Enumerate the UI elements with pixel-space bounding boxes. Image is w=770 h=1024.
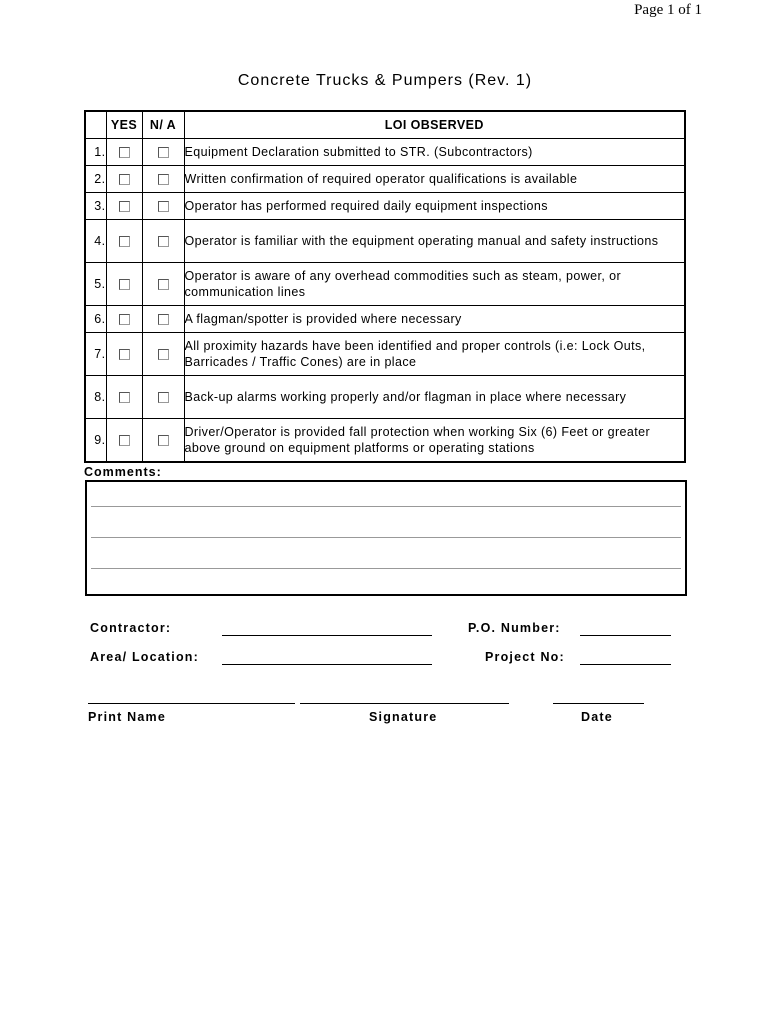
na-cell bbox=[142, 166, 184, 193]
table-row bbox=[85, 139, 685, 166]
table-row bbox=[85, 333, 685, 376]
area-location-field[interactable] bbox=[222, 664, 432, 665]
na-cell bbox=[142, 263, 184, 306]
print-name-label: Print Name bbox=[88, 710, 166, 724]
row-number: 7. bbox=[85, 333, 106, 376]
row-number: 5. bbox=[85, 263, 106, 306]
na-cell bbox=[142, 333, 184, 376]
row-number: 6. bbox=[85, 306, 106, 333]
comment-line bbox=[91, 568, 681, 569]
row-description: Equipment Declaration submitted to STR. (Subcontractors) bbox=[184, 139, 685, 166]
header-yes: YES bbox=[106, 111, 142, 139]
print-name-field[interactable] bbox=[88, 703, 295, 704]
form-title: Concrete Trucks & Pumpers (Rev. 1) bbox=[237, 72, 533, 89]
table-row bbox=[85, 419, 685, 462]
na-cell bbox=[142, 193, 184, 220]
na-cell bbox=[142, 139, 184, 166]
table-row bbox=[85, 306, 685, 333]
table-row bbox=[85, 376, 685, 419]
yes-checkbox[interactable] bbox=[119, 201, 130, 212]
na-cell bbox=[142, 306, 184, 333]
row-number: 9. bbox=[85, 419, 106, 462]
checklist-header-row bbox=[85, 111, 685, 139]
na-checkbox[interactable] bbox=[158, 392, 169, 403]
table-row bbox=[85, 220, 685, 263]
date-label: Date bbox=[581, 710, 613, 724]
yes-cell bbox=[106, 419, 142, 462]
table-row bbox=[85, 193, 685, 220]
yes-cell bbox=[106, 306, 142, 333]
row-description: Operator is aware of any overhead commodities such as steam, power, or communication lines bbox=[184, 263, 685, 306]
na-checkbox[interactable] bbox=[158, 314, 169, 325]
row-number: 8. bbox=[85, 376, 106, 419]
row-description: Back-up alarms working properly and/or flagman in place where necessary bbox=[184, 376, 685, 419]
signature-label: Signature bbox=[369, 710, 438, 724]
na-checkbox[interactable] bbox=[158, 201, 169, 212]
row-description: All proximity hazards have been identified and proper controls (i.e: Lock Outs, Barricades / Traffic Cones) are in place bbox=[184, 333, 685, 376]
row-number: 3. bbox=[85, 193, 106, 220]
yes-checkbox[interactable] bbox=[119, 314, 130, 325]
comment-line bbox=[91, 506, 681, 507]
checklist-table bbox=[84, 110, 686, 463]
yes-cell bbox=[106, 139, 142, 166]
na-cell bbox=[142, 220, 184, 263]
na-checkbox[interactable] bbox=[158, 236, 169, 247]
comments-label: Comments: bbox=[84, 465, 162, 479]
table-row bbox=[85, 263, 685, 306]
comment-line bbox=[91, 537, 681, 538]
yes-checkbox[interactable] bbox=[119, 236, 130, 247]
yes-cell bbox=[106, 193, 142, 220]
row-description: Driver/Operator is provided fall protection when working Six (6) Feet or greater above ground on equipment platforms or operating stations bbox=[184, 419, 685, 462]
row-description: Written confirmation of required operator qualifications is available bbox=[184, 166, 685, 193]
na-checkbox[interactable] bbox=[158, 435, 169, 446]
row-description: Operator is familiar with the equipment operating manual and safety instructions bbox=[184, 220, 685, 263]
yes-cell bbox=[106, 263, 142, 306]
date-field[interactable] bbox=[553, 703, 644, 704]
area-location-label: Area/ Location: bbox=[90, 650, 199, 664]
row-description: Operator has performed required daily equipment inspections bbox=[184, 193, 685, 220]
table-row bbox=[85, 166, 685, 193]
yes-cell bbox=[106, 333, 142, 376]
na-checkbox[interactable] bbox=[158, 174, 169, 185]
na-checkbox[interactable] bbox=[158, 279, 169, 290]
yes-checkbox[interactable] bbox=[119, 392, 130, 403]
header-na: N/ A bbox=[142, 111, 184, 139]
yes-cell bbox=[106, 220, 142, 263]
page-indicator: Page 1 of 1 bbox=[634, 2, 702, 18]
yes-checkbox[interactable] bbox=[119, 147, 130, 158]
comments-textarea[interactable] bbox=[85, 480, 687, 596]
project-no-label: Project No: bbox=[485, 650, 565, 664]
row-number: 4. bbox=[85, 220, 106, 263]
yes-cell bbox=[106, 166, 142, 193]
yes-checkbox[interactable] bbox=[119, 349, 130, 360]
na-cell bbox=[142, 376, 184, 419]
po-number-field[interactable] bbox=[580, 635, 671, 636]
yes-checkbox[interactable] bbox=[119, 279, 130, 290]
row-number: 2. bbox=[85, 166, 106, 193]
row-number: 1. bbox=[85, 139, 106, 166]
project-no-field[interactable] bbox=[580, 664, 671, 665]
po-number-label: P.O. Number: bbox=[468, 621, 561, 635]
na-checkbox[interactable] bbox=[158, 147, 169, 158]
contractor-field[interactable] bbox=[222, 635, 432, 636]
yes-checkbox[interactable] bbox=[119, 435, 130, 446]
header-blank-cell bbox=[85, 111, 106, 139]
yes-cell bbox=[106, 376, 142, 419]
na-cell bbox=[142, 419, 184, 462]
signature-field[interactable] bbox=[300, 703, 509, 704]
yes-checkbox[interactable] bbox=[119, 174, 130, 185]
row-description: A flagman/spotter is provided where necessary bbox=[184, 306, 685, 333]
na-checkbox[interactable] bbox=[158, 349, 169, 360]
header-loi-observed: LOI OBSERVED bbox=[184, 111, 685, 139]
contractor-label: Contractor: bbox=[90, 621, 172, 635]
